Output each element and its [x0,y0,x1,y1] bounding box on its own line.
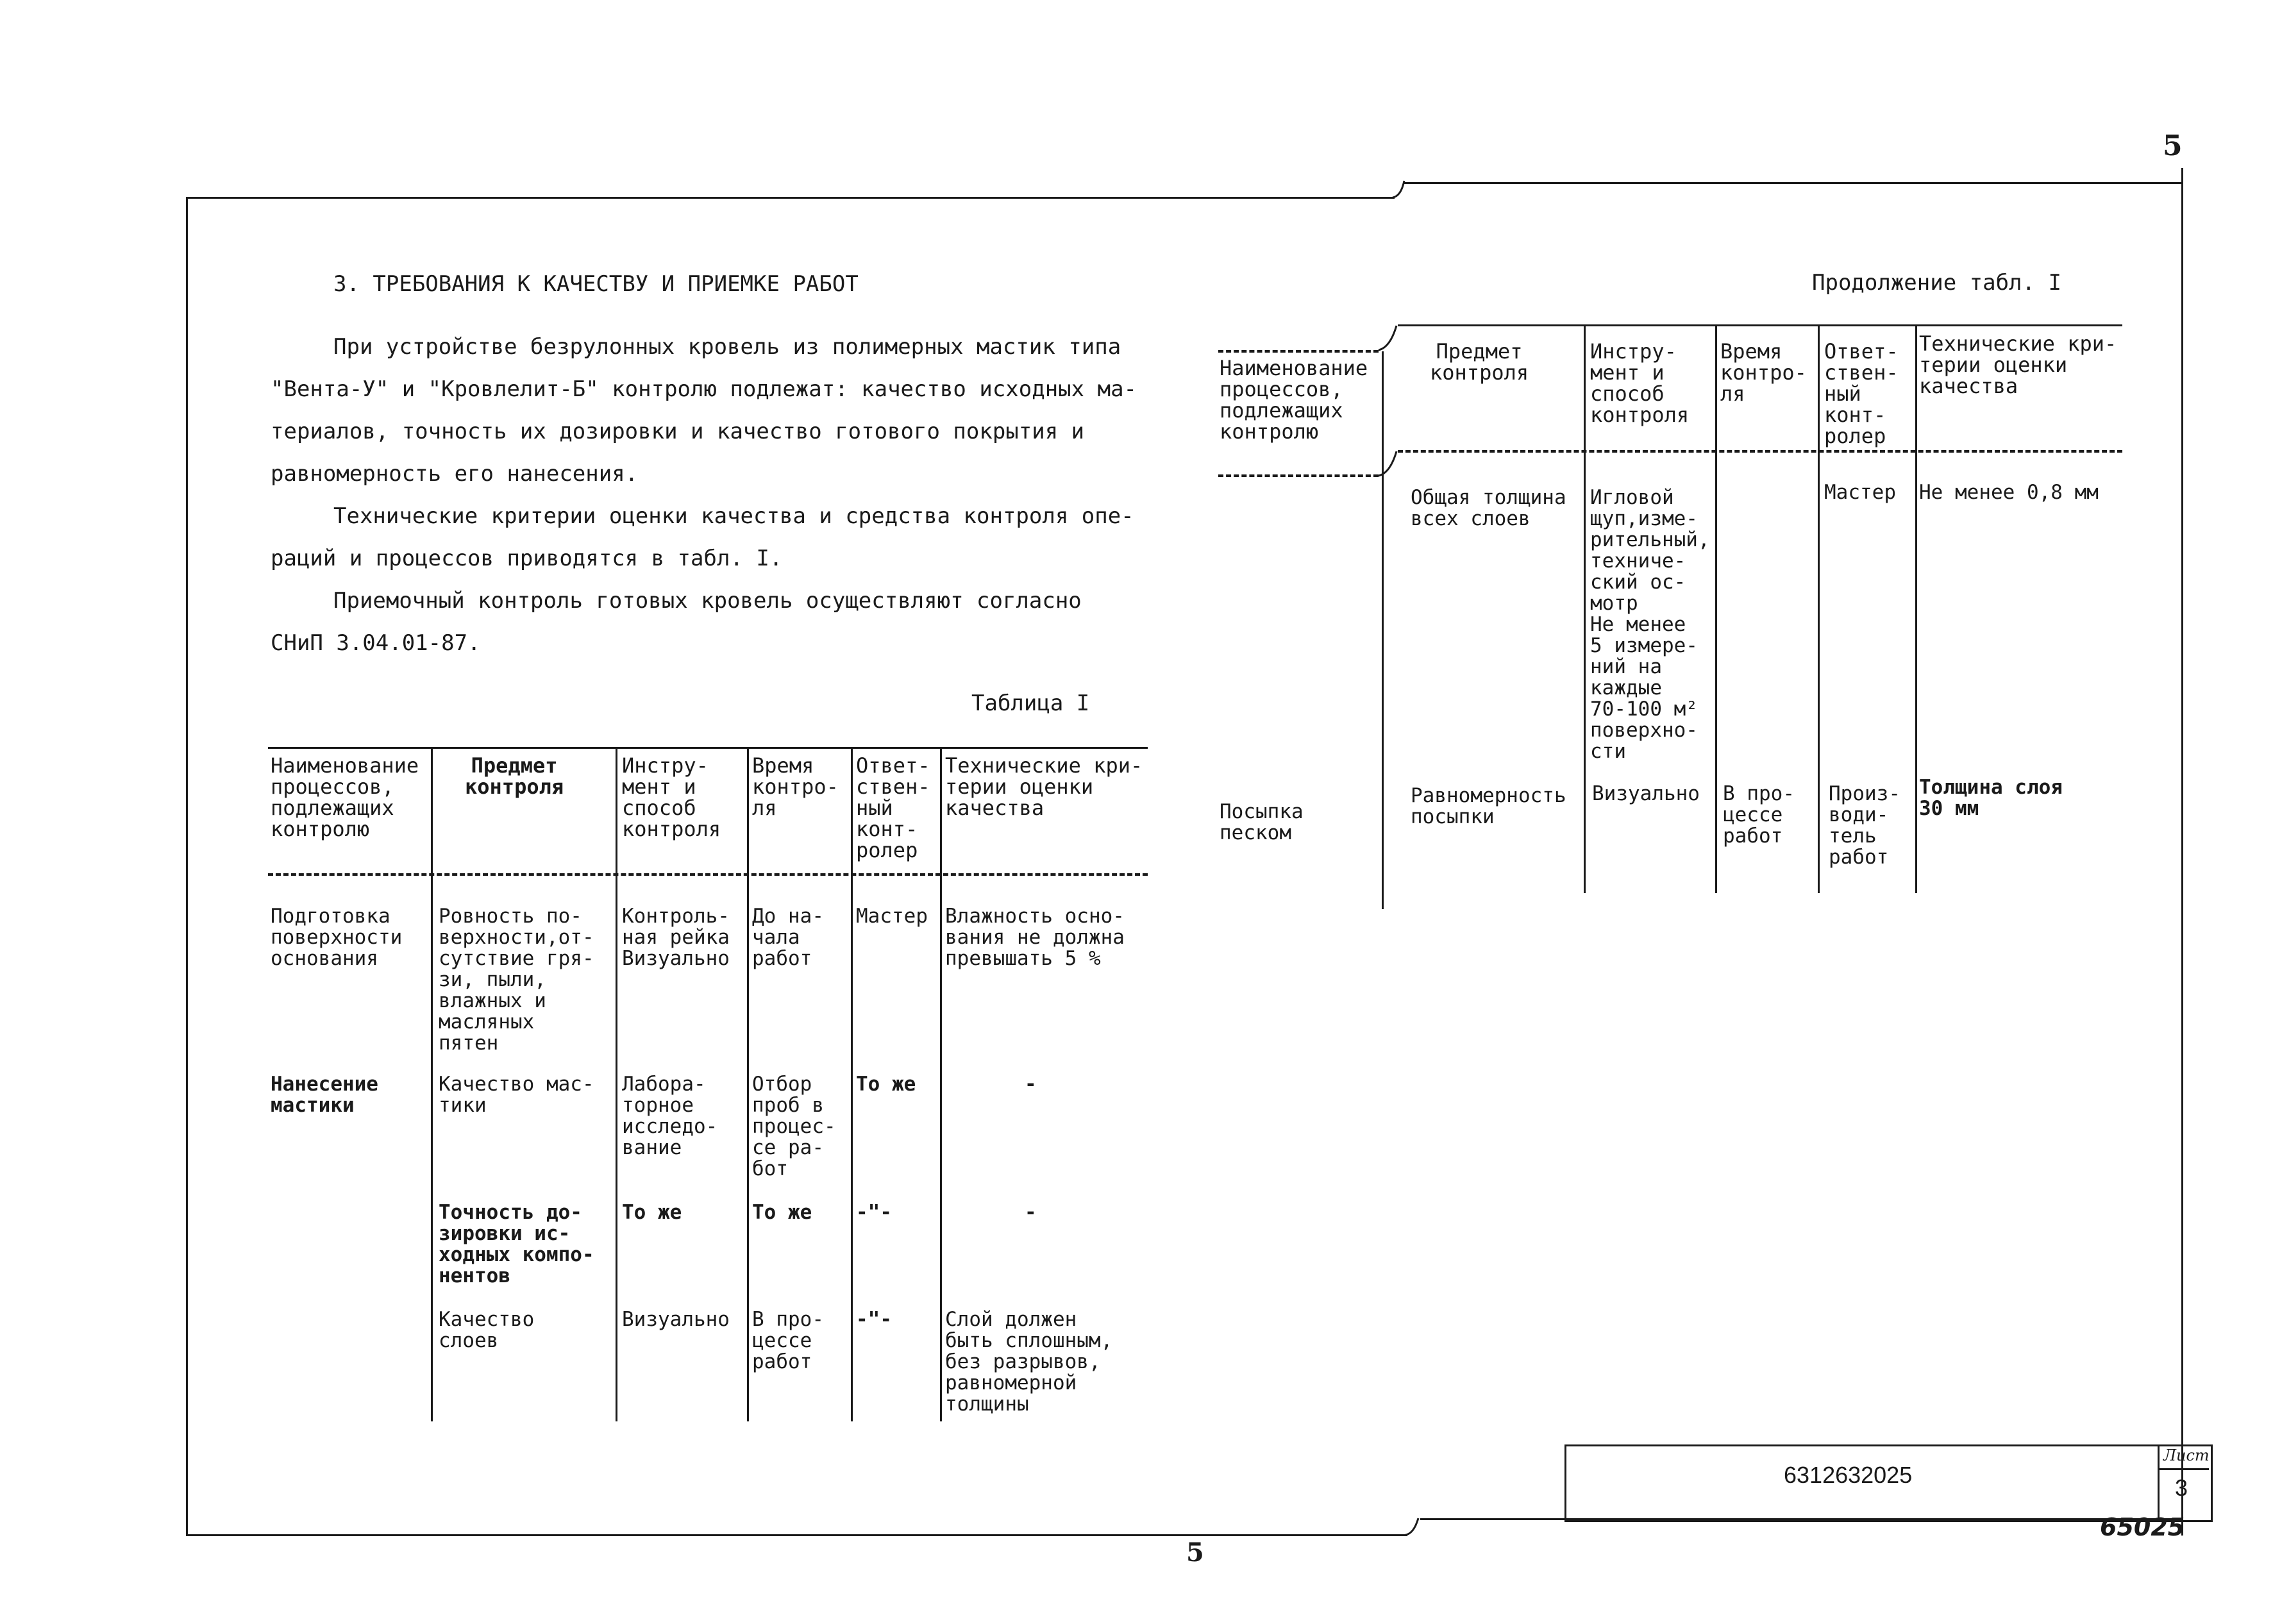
table1-cell: То же [856,1073,916,1096]
paragraph-line: раций и процессов приводятся в табл. I. [271,546,783,571]
table2-cell: Толщина слоя 30 мм [1919,776,2063,820]
table1-col-divider [851,748,853,1421]
page-number-top: 5 [2163,130,2183,162]
table2-top-rule-right [1398,324,2122,326]
table1-cell: То же [752,1201,812,1224]
table1-header-cell: Инстру- мент и способ контроля [622,753,721,841]
paragraph-line: равномерность его нанесения. [271,461,639,487]
table1-col-divider [431,748,433,1421]
paragraph-line: СНиП 3.04.01-87. [271,630,481,656]
table2-col-divider [1584,326,1586,893]
table2-cell: Произ- води- тель работ [1829,782,1900,869]
table2-top-break [1377,323,1399,353]
paragraph-line: териалов, точность их дозировки и качество готового покрытия и [271,419,1085,444]
frame-right [2181,168,2183,1536]
table1-header-cell: Время контро- ля [752,753,839,820]
table2-cell: Визуально [1592,782,1700,805]
sheet-label: Лист [2163,1446,2210,1464]
table2-cell: Посыпка песком [1220,800,1304,844]
frame-bottom-break [1404,1517,1423,1537]
table1-col-divider [940,748,942,1421]
table2-header-cell: Технические кри- терии оценки качества [1919,331,2117,398]
frame-left [186,197,188,1536]
document-number: 6312632025 [1784,1462,1913,1488]
table1-header-cell: Предмет контроля [465,753,564,799]
table1-cell: - [1025,1201,1037,1224]
table1-cell: Точность до- зировки ис- ходных компо- нентов [439,1201,594,1287]
table2-col-divider [1382,351,1384,909]
frame-top-right [1404,182,2183,184]
table1-cell: Качество слоев [439,1308,535,1352]
table1-header-rule [268,873,1148,876]
table1-top-rule [268,747,1148,749]
table2-header-cell: Предмет контроля [1430,339,1529,385]
table1-cont-caption: Продолжение табл. I [1812,270,2061,296]
table2-cell: Игловой щуп,изме- рительный, техниче- ский ос- мотр Не менее 5 измере- ний на каждые 70-100 м² поверхно- сти [1590,486,1710,763]
table1-cell: Визуально [622,1308,730,1331]
table1-cell: Слой должен быть сплошным, без разрывов, равномерной толщины [945,1308,1113,1416]
table2-top-rule-left [1218,350,1379,353]
sheet-number: 3 [2175,1475,2188,1501]
table1-cell: До на- чала работ [752,905,824,970]
section-title: 3. ТРЕБОВАНИЯ К КАЧЕСТВУ И ПРИЕМКЕ РАБОТ [333,271,859,297]
table2-header-rule-left [1218,474,1379,477]
table1-cell: - [1025,1073,1037,1096]
table2-header-rule-right [1398,450,2122,453]
frame-top-left [186,197,1395,199]
table2-header-cell: Ответ- ствен- ный конт- ролер [1824,339,1899,448]
table1-header-cell: Ответ- ствен- ный конт- ролер [856,753,930,862]
frame-top-break [1391,180,1411,200]
table1-cell: Нанесение мастики [271,1073,378,1117]
table2-col-divider [1915,326,1917,893]
frame-bottom-left [186,1534,1407,1536]
table1-cell: Влажность осно- вания не должна превышать 5 % [945,905,1125,970]
table1-cell: То же [622,1201,682,1224]
sheet-box-divider [2160,1468,2209,1470]
table1-caption: Таблица I [971,691,1090,716]
table1-cell: Контроль- ная рейка Визуально [622,905,730,970]
table1-cell: -"- [856,1308,892,1331]
table1-cell: Качество мас- тики [439,1073,594,1117]
table2-cell: Общая толщина всех слоев [1411,486,1566,530]
table1-cell: В про- цессе работ [752,1308,824,1373]
table1-col-divider [747,748,749,1421]
table2-header-cell: Наименование процессов, подлежащих контролю [1220,356,1368,444]
table1-col-divider [616,748,617,1421]
table1-cell: Лабора- торное исследо- вание [622,1073,718,1159]
table1-cell: Отбор проб в процес- се ра- бот [752,1073,836,1180]
table2-header-cell: Время контро- ля [1720,339,1807,406]
table2-cell: Не менее 0,8 мм [1919,481,2099,504]
paragraph-line: При устройстве безрулонных кровель из полимерных мастик типа [333,334,1121,360]
paragraph-line: "Вента-У" и "Кровлелит-Б" контролю подлежат: качество исходных ма- [271,376,1137,402]
table2-cell: Равномерность посыпки [1411,784,1566,828]
paragraph-line: Приемочный контроль готовых кровель осуществляют согласно [333,588,1082,614]
archive-number: 65025 [2100,1513,2185,1541]
table1-header-cell: Технические кри- терии оценки качества [945,753,1143,820]
table2-cell: В про- цессе работ [1723,782,1795,848]
table1-cell: Подготовка поверхности основания [271,905,403,970]
table1-cell: -"- [856,1201,892,1224]
page-number-bottom: 5 [1186,1537,1204,1568]
table2-col-divider [1715,326,1717,893]
paragraph-line: Технические критерии оценки качества и средства контроля опе- [333,503,1134,529]
table2-header-cell: Инстру- мент и способ контроля [1590,339,1690,427]
table2-col-divider [1818,326,1820,893]
table1-header-cell: Наименование процессов, подлежащих контролю [271,753,419,841]
table2-header-break [1377,449,1399,478]
table2-cell: Мастер [1824,481,1896,504]
table1-cell: Мастер [856,905,928,928]
table1-cell: Ровность по- верхности,от- сутствие гря- зи, пыли, влажных и масляных пятен [439,905,594,1055]
